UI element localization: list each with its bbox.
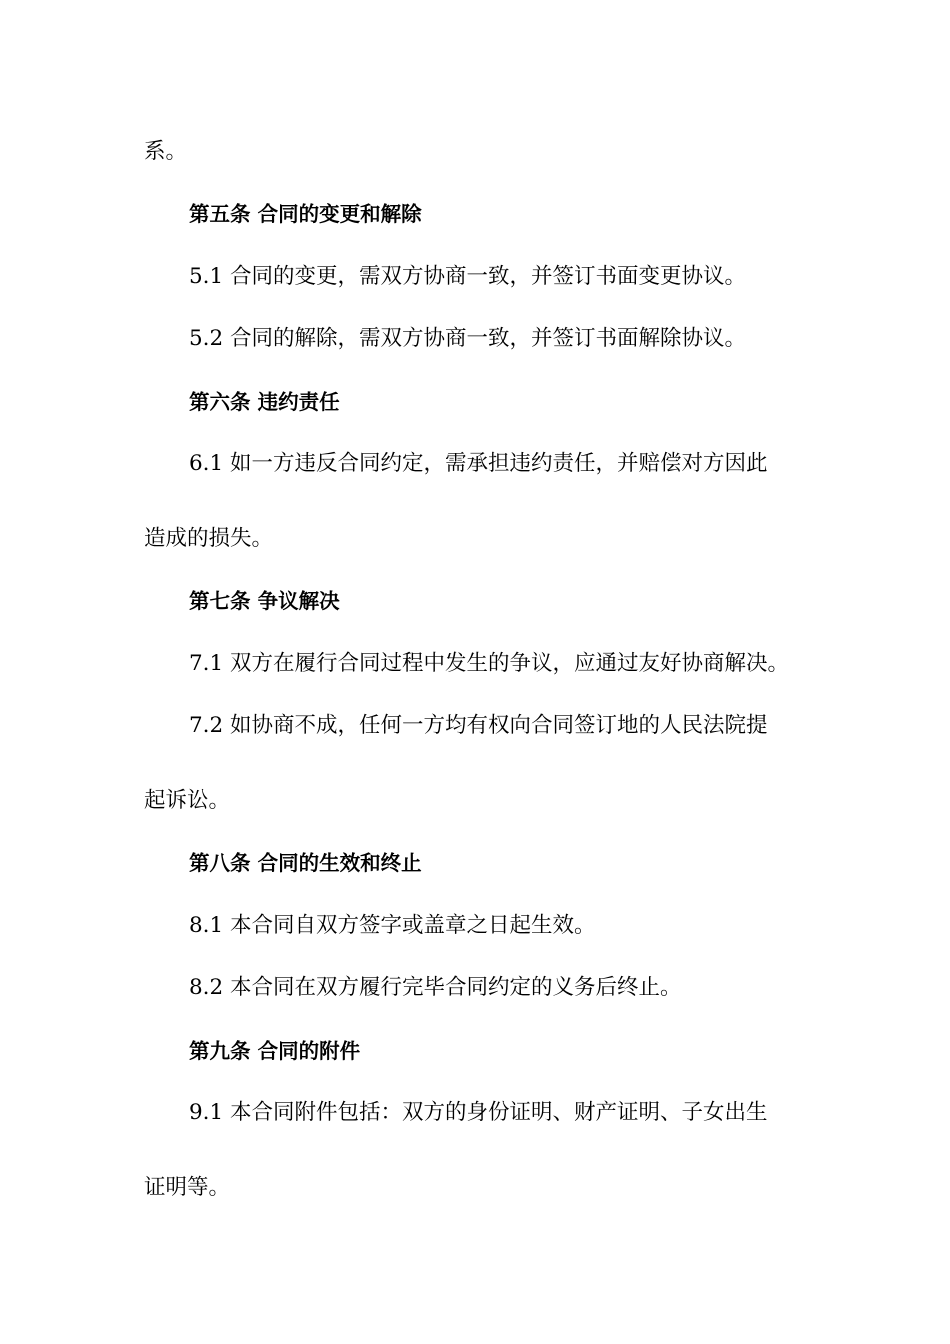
clause-8-1: 8.1 本合同自双方签字或盖章之日起生效。 <box>189 913 596 938</box>
clause-5-2: 5.2 合同的解除，需双方协商一致，并签订书面解除协议。 <box>189 326 747 351</box>
clause-9-1-continuation: 证明等。 <box>144 1175 231 1200</box>
paragraph-continuation: 系。 <box>144 139 188 164</box>
clause-9-1: 9.1 本合同附件包括：双方的身份证明、财产证明、子女出生 <box>189 1100 768 1125</box>
clause-7-2-continuation: 起诉讼。 <box>144 788 231 813</box>
clause-6-1: 6.1 如一方违反合同约定，需承担违约责任，并赔偿对方因此 <box>189 451 768 476</box>
clause-8-2: 8.2 本合同在双方履行完毕合同约定的义务后终止。 <box>189 975 682 1000</box>
section-heading-article-7: 第七条 争议解决 <box>189 589 340 613</box>
section-heading-article-9: 第九条 合同的附件 <box>189 1039 361 1063</box>
clause-6-1-continuation: 造成的损失。 <box>144 526 274 551</box>
clause-5-1: 5.1 合同的变更，需双方协商一致，并签订书面变更协议。 <box>189 264 747 289</box>
clause-7-2: 7.2 如协商不成，任何一方均有权向合同签订地的人民法院提 <box>189 713 768 738</box>
section-heading-article-6: 第六条 违约责任 <box>189 390 340 414</box>
clause-7-1: 7.1 双方在履行合同过程中发生的争议，应通过友好协商解决。 <box>189 651 790 676</box>
section-heading-article-8: 第八条 合同的生效和终止 <box>189 851 422 875</box>
section-heading-article-5: 第五条 合同的变更和解除 <box>189 202 422 226</box>
